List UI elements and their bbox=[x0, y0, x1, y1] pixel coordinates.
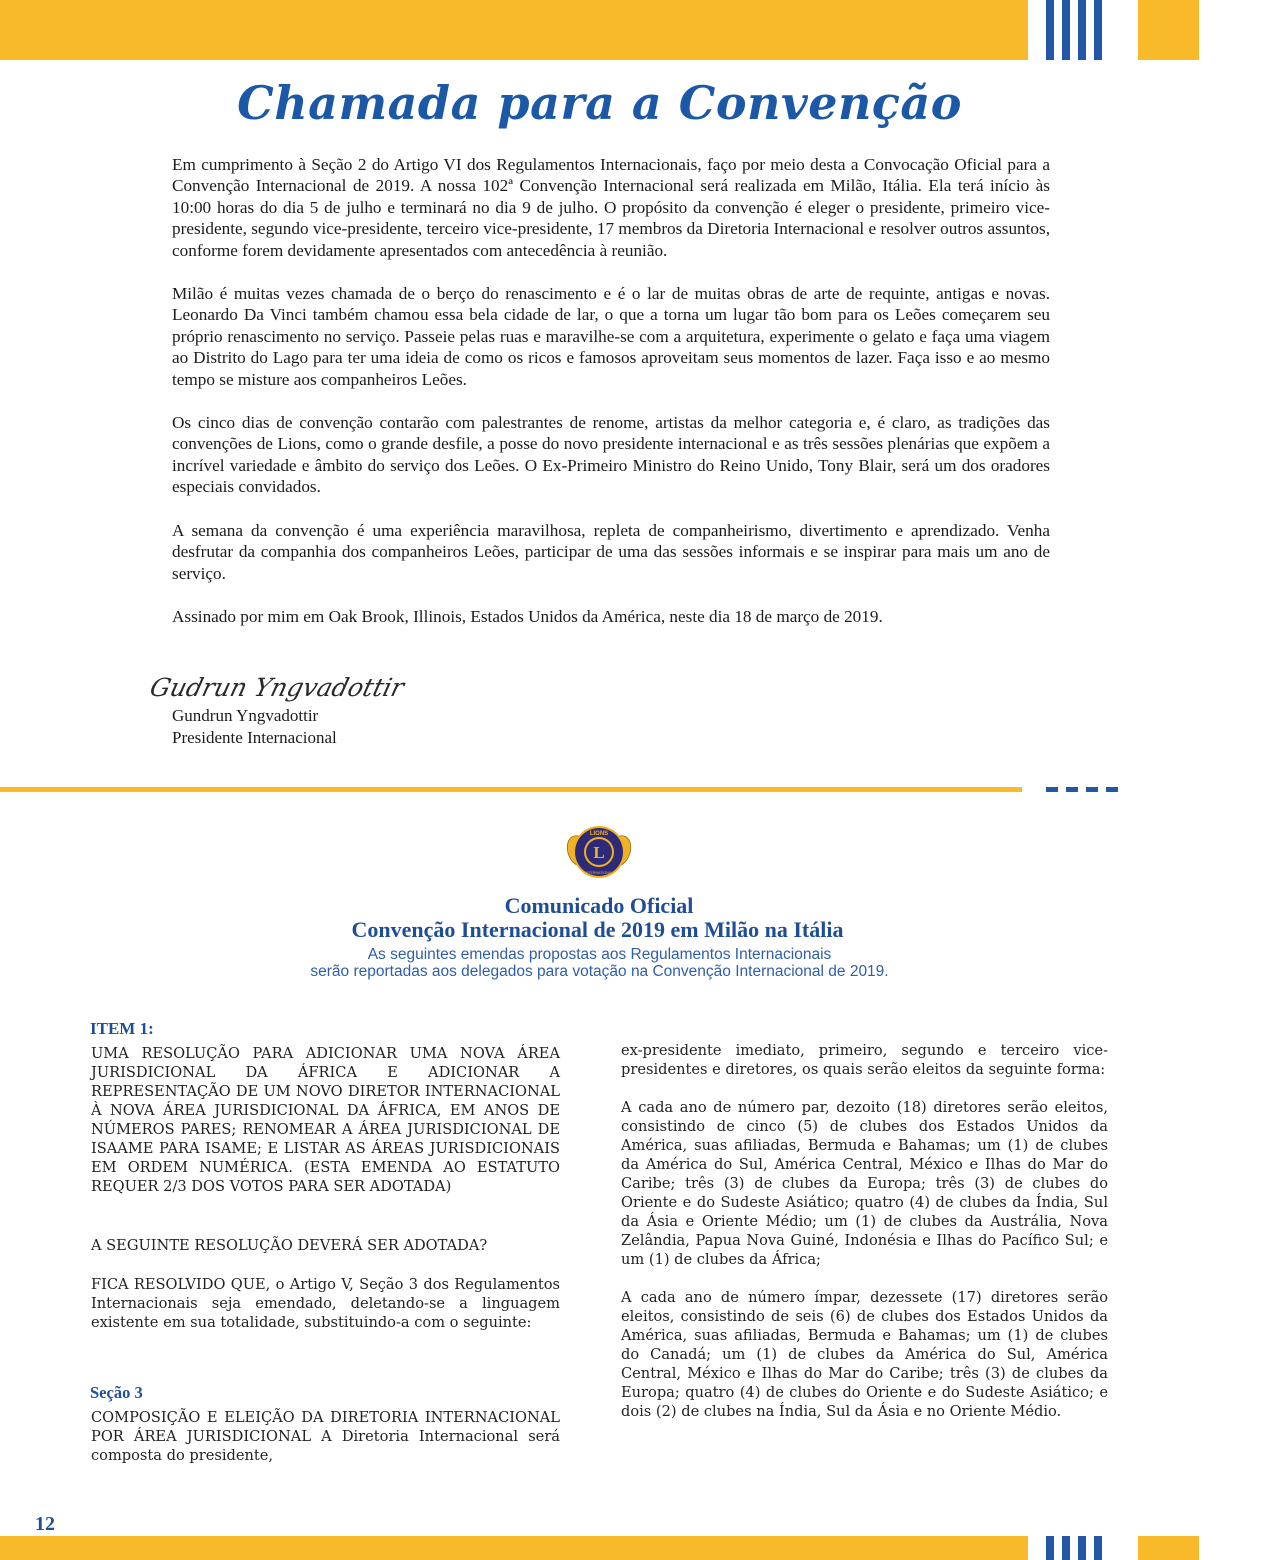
resolved-clause-text: FICA RESOLVIDO QUE, o Artigo V, Seção 3 dos Regulamentos Internacionais seja emendado, deletando-se a linguagem existente em sua totalidade, substituindo-a com o seguinte: bbox=[91, 1276, 560, 1331]
resolution-title-text: UMA RESOLUÇÃO PARA ADICIONAR UMA NOVA ÁREA JURISDICIONAL DA ÁFRICA E ADICIONAR A REPRESENTAÇÃO DE UM NOVO DIRETOR INTERNACIONAL À NOVA ÁREA JURISDICIONAL DA ÁFRICA, EM ANOS DE NÚMEROS PARES; RENOMEAR A ÁREA JURISDICIONAL DE ISAAME PARA ISAME; E LISTAR AS ÁREAS JURISDICIONAIS EM ORDEM NUMÉRICA. (ESTA EMENDA AO ESTATUTO REQUER 2/3 DOS VOTOS PARA SER ADOTADA) bbox=[91, 1045, 560, 1195]
resolved-clause bbox=[91, 1275, 560, 1332]
section-text-body: COMPOSIÇÃO E ELEIÇÃO DA DIRETORIA INTERNACIONAL POR ÁREA JURISDICIONAL A Diretoria Internacional será composta do presidente, bbox=[91, 1409, 560, 1464]
communique-intro: serão reportadas aos delegados para votação na Convenção Internacional de 2019. bbox=[310, 963, 889, 980]
adopt-question bbox=[91, 1236, 560, 1255]
lions-international-logo bbox=[563, 823, 635, 883]
paragraph: ex-presidente imediato, primeiro, segundo e terceiro vice-presidentes e diretores, os quais serão eleitos da seguinte forma: bbox=[621, 1042, 1108, 1078]
resolution-title bbox=[91, 1044, 560, 1196]
paragraph: A semana da convenção é uma experiência maravilhosa, repleta de companheirismo, divertimento e aprendizado. Venha desfrutar da companhia dos companheiros Leões, participar de uma das sessões informais e se inspirar para mais um ano de serviço. bbox=[172, 520, 1050, 583]
right-column bbox=[621, 1041, 1108, 1440]
section-text bbox=[91, 1408, 560, 1465]
paragraph: A cada ano de número par, dezoito (18) diretores serão eleitos, consistindo de cinco (5) de clubes dos Estados Unidos da América, suas afiliadas, Bermuda e Bahamas; um (1) de clubes da América do Sul, América Central, México e Ilhas do Mar do Caribe; três (3) de clubes da Europa; três (3) de clubes do Oriente e do Sudeste Asiático; quatro (4) de clubes da Índia, Sul da Ásia e Oriente Médio; um (1) de clubes da Austrália, Nova Zelândia, Papua Nova Guiné, Indonésia e Ilhas do Pacífico Sul; e um (1) de clubes da África; bbox=[621, 1099, 1108, 1268]
bottom-accent-bar-right bbox=[1138, 1536, 1199, 1560]
svg-text:L: L bbox=[593, 843, 605, 862]
section-heading: Seção 3 bbox=[90, 1383, 143, 1402]
divider-dashes bbox=[1046, 787, 1118, 792]
handwritten-signature bbox=[147, 666, 408, 708]
bottom-stripes bbox=[1046, 1536, 1102, 1560]
paragraph: Milão é muitas vezes chamada de o berço do renascimento e é o lar de muitas obras de arte de requinte, antigas e novas. Leonardo Da Vinci também chamou essa bela cidade de lar, o que a torna um lugar tão bom para os Leões começarem seu próprio renascimento no serviço. Passeie pelas ruas e maravilhe-se com a arquitetura, experimente o gelato e faça uma viagem ao Distrito do Lago para ter uma ideia de como os ricos e famosos aproveitam seus momentos de lazer. Faça isso e ao mesmo tempo se misture aos companheiros Leões. bbox=[172, 284, 1050, 389]
top-accent-bar-right bbox=[1138, 0, 1199, 60]
bottom-accent-bar bbox=[0, 1536, 1028, 1560]
svg-text:INTERNATIONAL: INTERNATIONAL bbox=[584, 871, 614, 875]
section-divider bbox=[0, 787, 1022, 792]
communique-intro: As seguintes emendas propostas aos Regulamentos Internacionais bbox=[367, 946, 832, 963]
convocation-letter bbox=[172, 154, 1050, 649]
svg-text:LIONS: LIONS bbox=[589, 831, 609, 837]
signer-name: Gundrun Yngvadottir bbox=[172, 706, 319, 725]
paragraph: Assinado por mim em Oak Brook, Illinois, Estados Unidos da América, neste dia 18 de março de 2019. bbox=[172, 606, 883, 626]
top-accent-bar bbox=[0, 0, 1028, 60]
paragraph: Os cinco dias de convenção contarão com palestrantes de renome, artistas da melhor categoria e, é claro, as tradições das convenções de Lions, como o grande desfile, a posse do novo presidente internacional e as três sessões plenárias que expõem a incrível variedade e âmbito do serviço dos Leões. O Ex-Primeiro Ministro do Reino Unido, Tony Blair, será um dos oradores especiais convidados. bbox=[172, 413, 1050, 497]
signer-title: Presidente Internacional bbox=[172, 728, 337, 747]
top-stripes bbox=[1046, 0, 1102, 60]
page-title: Chamada para a Convenção bbox=[237, 76, 962, 130]
paragraph: Em cumprimento à Seção 2 do Artigo VI dos Regulamentos Internacionais, faço por meio desta a Convocação Oficial para a Convenção Internacional de 2019. A nossa 102ª Convenção Internacional será realizada em Milão, Itália. Ela terá início às 10:00 horas do dia 5 de julho e terminará no dia 9 de julho. O propósito da convenção é eleger o presidente, primeiro vice-presidente, segundo vice-presidente, terceiro vice-presidente, 17 membros da Diretoria Internacional e resolver outros assuntos, conforme forem devidamente apresentados com antecedência à reunião. bbox=[172, 155, 1050, 260]
communique-title: Comunicado Oficial bbox=[504, 893, 694, 918]
adopt-question-text: A SEGUINTE RESOLUÇÃO DEVERÁ SER ADOTADA? bbox=[91, 1237, 488, 1254]
page-number: 12 bbox=[35, 1513, 55, 1535]
communique-subtitle: Convenção Internacional de 2019 em Milão na Itália bbox=[351, 917, 844, 942]
item-heading: ITEM 1: bbox=[90, 1019, 154, 1038]
svg-text:Gudrun Yngvadottir: Gudrun Yngvadottir bbox=[147, 672, 408, 702]
paragraph: A cada ano de número ímpar, dezessete (17) diretores serão eleitos, consistindo de seis (6) de clubes dos Estados Unidos da América, suas afiliadas, Bermuda e Bahamas; um (1) de clubes do Canadá; um (1) de clubes da América do Sul, América Central, México e Ilhas do Mar do Caribe; três (3) de clubes da Europa; quatro (4) de clubes do Oriente e do Sudeste Asiático; e dois (2) de clubes na Índia, Sul da Ásia e no Oriente Médio. bbox=[621, 1289, 1108, 1420]
